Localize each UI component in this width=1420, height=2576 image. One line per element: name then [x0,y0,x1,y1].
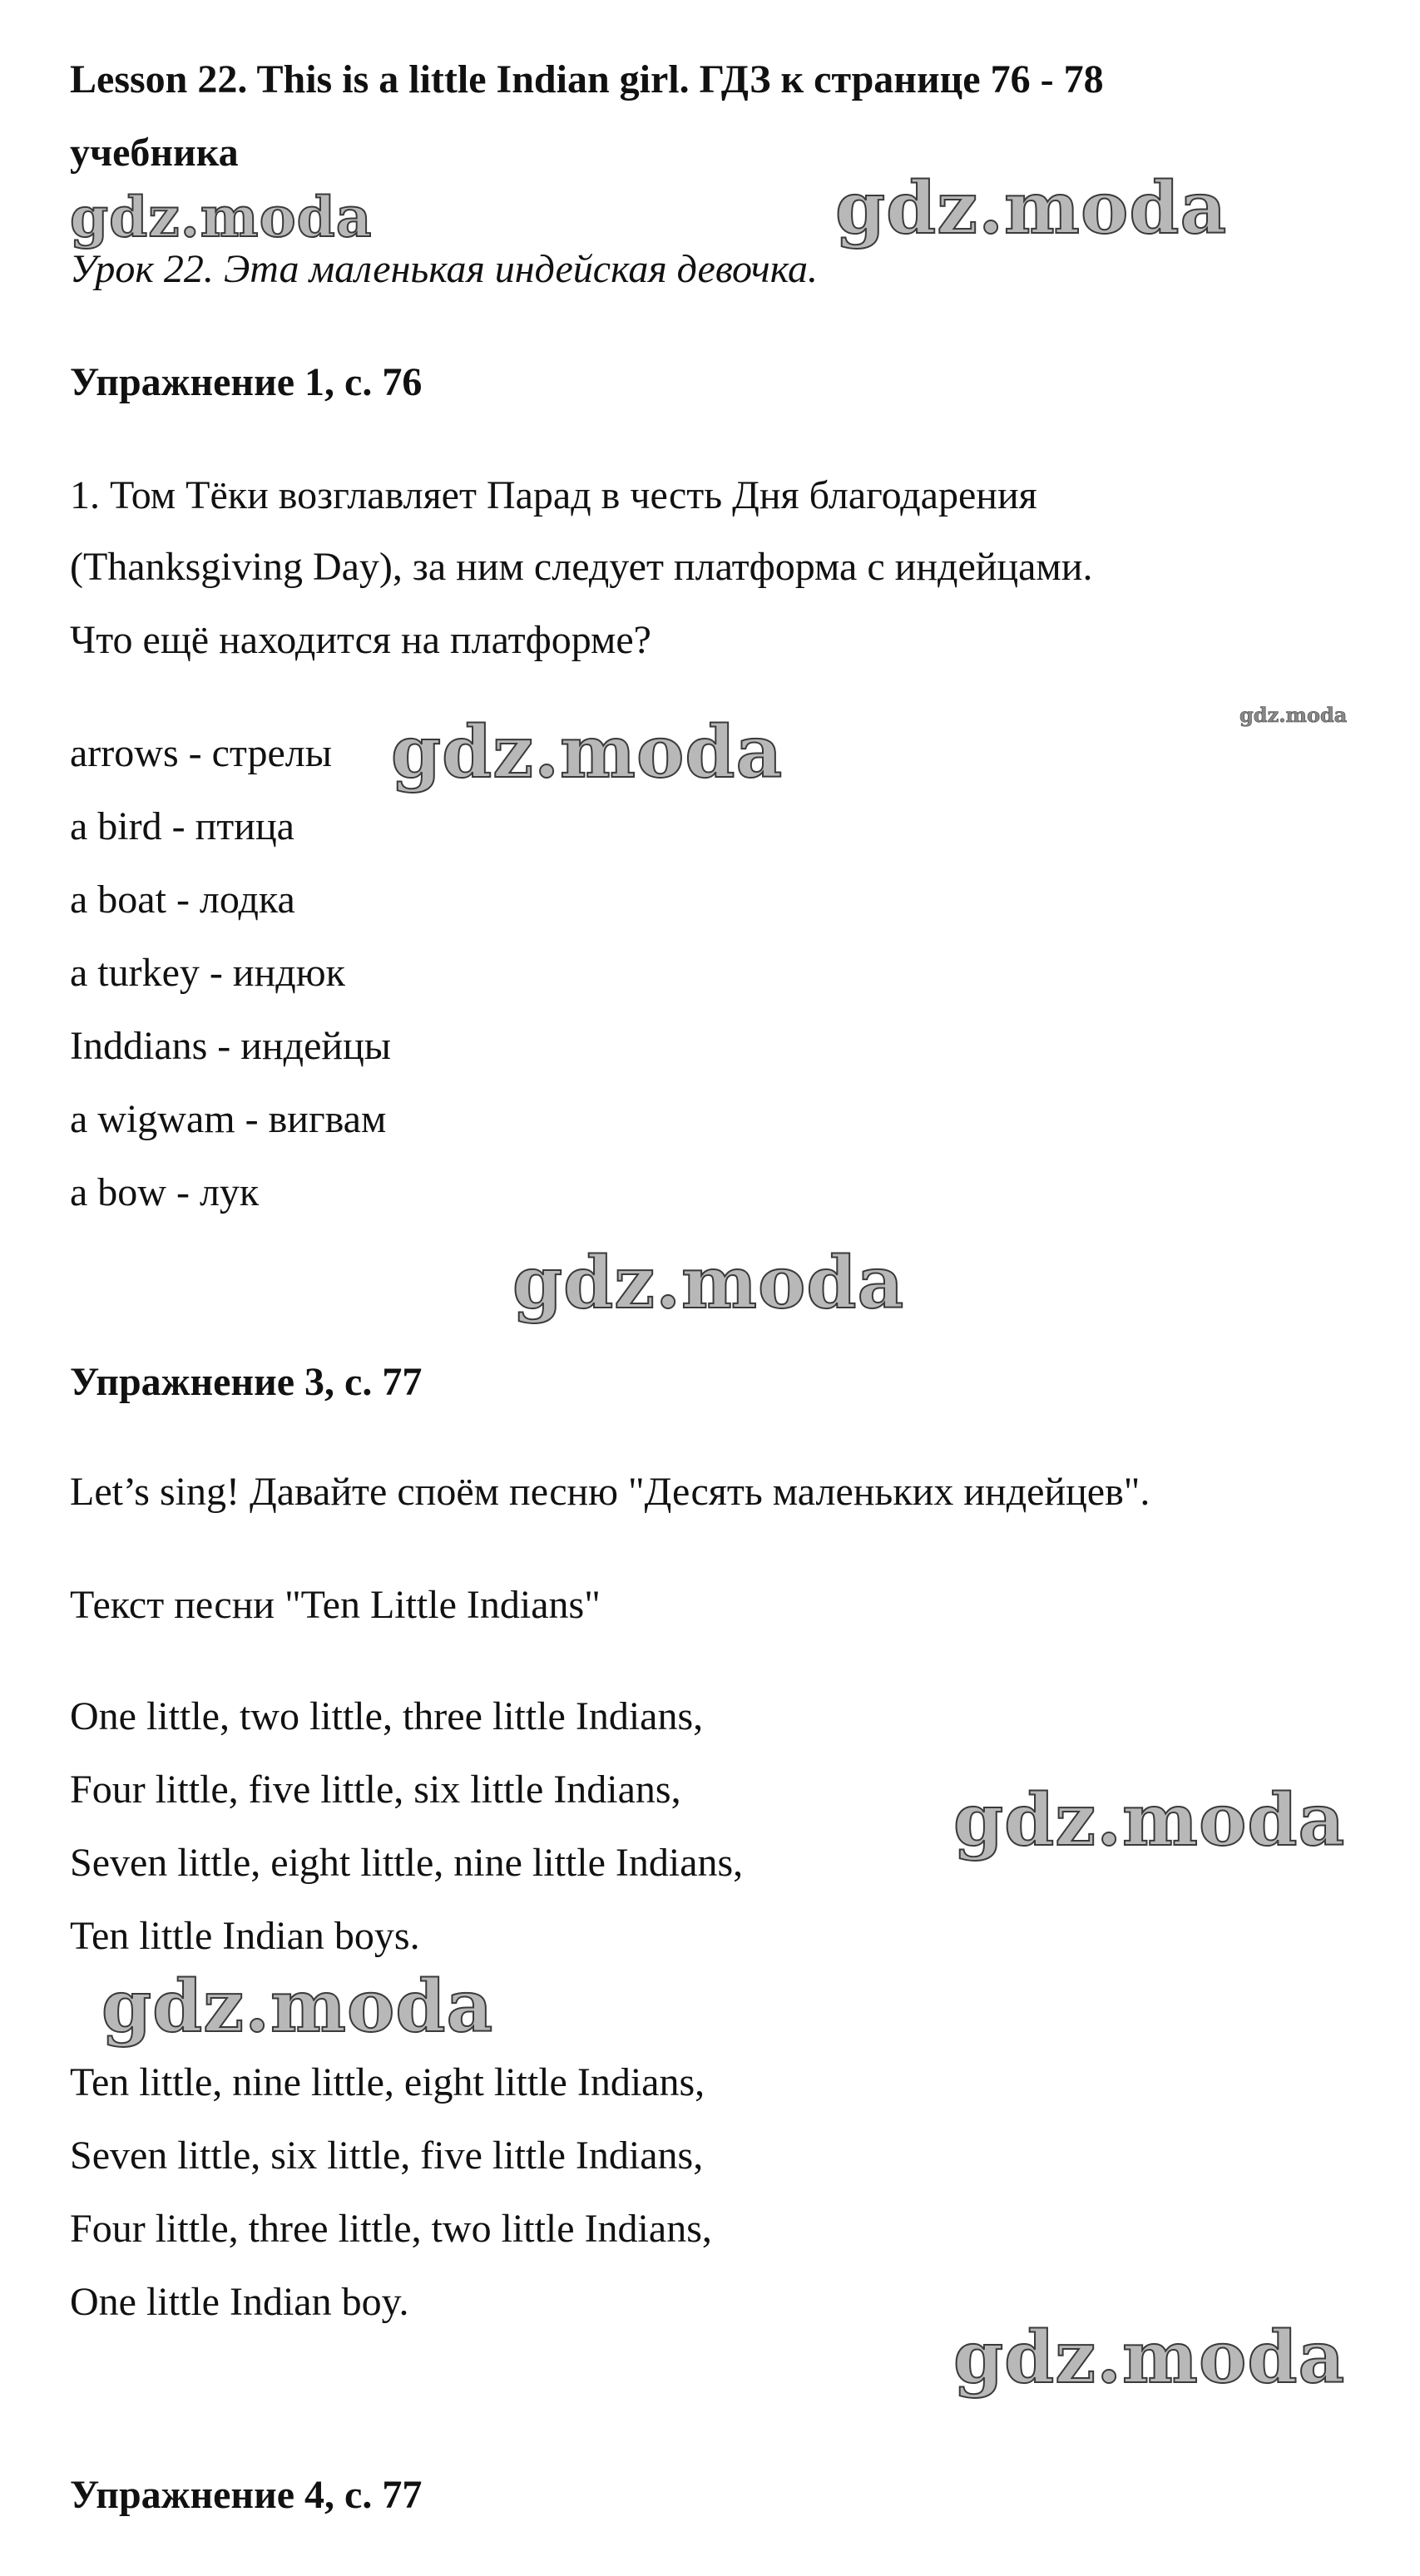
vocab-item: arrows - стрелы [70,731,332,775]
song-title: Текст песни "Ten Little Indians" [70,1583,601,1627]
vocab-item: a bow - лук [70,1170,260,1214]
song-line: Seven little, eight little, nine little Indians, [70,1841,744,1885]
page-subtitle: Урок 22. Эта маленькая индейская девочка. [70,247,818,291]
exercise-1-task-line: (Thanksgiving Day), за ним следует платформа с индейцами. [70,545,1093,589]
exercise-3-intro: Let’s sing! Давайте споём песню "Десять маленьких индейцев". [70,1470,1150,1514]
watermark: gdz.moda [512,1241,905,1325]
watermark: gdz.moda [101,1965,494,2049]
watermark: gdz.moda [953,2316,1346,2400]
watermark: gdz.moda [1239,703,1348,727]
vocab-item: a boat - лодка [70,878,295,922]
song-line: Four little, three little, two little Indians, [70,2207,712,2251]
exercise-3-heading: Упражнение 3, с. 77 [70,1360,423,1404]
watermark: gdz.moda [953,1778,1346,1862]
exercise-1-heading: Упражнение 1, с. 76 [70,360,423,404]
song-line: Seven little, six little, five little Indians, [70,2133,704,2178]
vocab-item: a turkey - индюк [70,951,345,995]
song-line: Ten little, nine little, eight little Indians, [70,2060,705,2104]
vocab-item: Inddians - индейцы [70,1024,392,1068]
exercise-1-task-line: Что ещё находится на платформе? [70,618,651,662]
song-line: One little Indian boy. [70,2280,409,2324]
watermark: gdz.moda [835,166,1228,250]
exercise-1-task-line: 1. Том Тёки возглавляет Парад в честь Дня благодарения [70,473,1037,517]
page-title-line-2: учебника [70,131,239,175]
song-line: One little, two little, three little Indians, [70,1694,704,1738]
watermark: gdz.moda [391,710,784,794]
vocab-item: a bird - птица [70,804,294,848]
watermark: gdz.moda [70,185,373,250]
song-line: Ten little Indian boys. [70,1914,420,1958]
exercise-4-heading: Упражнение 4, с. 77 [70,2473,423,2517]
vocab-item: a wigwam - вигвам [70,1097,387,1141]
song-line: Four little, five little, six little Indians, [70,1768,681,1812]
page-title-line-1: Lesson 22. This is a little Indian girl. ГДЗ к странице 76 - 78 [70,57,1104,101]
